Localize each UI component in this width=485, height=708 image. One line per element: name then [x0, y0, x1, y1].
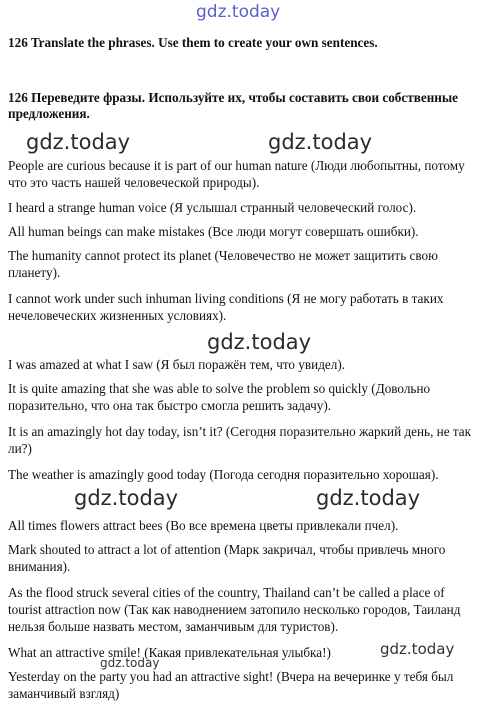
sentence: The humanity cannot protect its planet (Человечество не может защитить свою планету).: [8, 248, 438, 280]
watermark: gdz.today: [100, 656, 160, 670]
sentence: Yesterday on the party you had an attractive sight! (Вчера на вечеринке у тебя был заманчивый взгляд): [8, 669, 454, 701]
sentence: All human beings can make mistakes (Все люди могут совершать ошибки).: [8, 224, 419, 239]
sentence: It is an amazingly hot day today, isn’t it? (Сегодня поразительно жаркий день, не так ли?): [8, 424, 472, 456]
sentence: Mark shouted to attract a lot of attention (Марк закричал, чтобы привлечь много внимания).: [8, 542, 446, 574]
sentence: I heard a strange human voice (Я услышал странный человеческий голос).: [8, 200, 417, 215]
watermark: gdz.today: [268, 130, 373, 154]
sentence: It is quite amazing that she was able to solve the problem so quickly (Довольно поразительно, что она так быстро смогла решить задачу).: [8, 381, 431, 413]
sentence: I was amazed at what I saw (Я был поражён тем, что увидел).: [8, 357, 346, 372]
sentence: What an attractive smile! (Какая привлекательная улыбка!): [8, 645, 331, 660]
sentence: All times flowers attract bees (Во все времена цветы привлекали пчел).: [8, 518, 399, 533]
sentence: The weather is amazingly good today (Погода сегодня поразительно хорошая).: [8, 467, 439, 482]
watermark-top: gdz.today: [196, 2, 281, 22]
watermark: gdz.today: [26, 130, 131, 154]
watermark: gdz.today: [74, 486, 179, 510]
watermark: gdz.today: [316, 486, 421, 510]
sentence: As the flood struck several cities of the country, Thailand can’t be called a place of tourist attraction now (Так как наводнением затопило несколько городов, Таиланд нельзя больше назвать местом, заманчивым для туристов).: [8, 585, 461, 634]
sentence: People are curious because it is part of our human nature (Люди любопытны, потому что это часть нашей человеческой природы).: [8, 158, 465, 190]
heading-english: 126 Translate the phrases. Use them to create your own sentences.: [8, 35, 378, 50]
sentence: I cannot work under such inhuman living conditions (Я не могу работать в таких нечеловеческих жизненных условиях).: [8, 291, 444, 323]
watermark: gdz.today: [207, 330, 312, 354]
heading-russian: 126 Переведите фразы. Используйте их, чтобы составить свои собственные предложения.: [8, 90, 459, 121]
watermark: gdz.today: [380, 640, 455, 658]
